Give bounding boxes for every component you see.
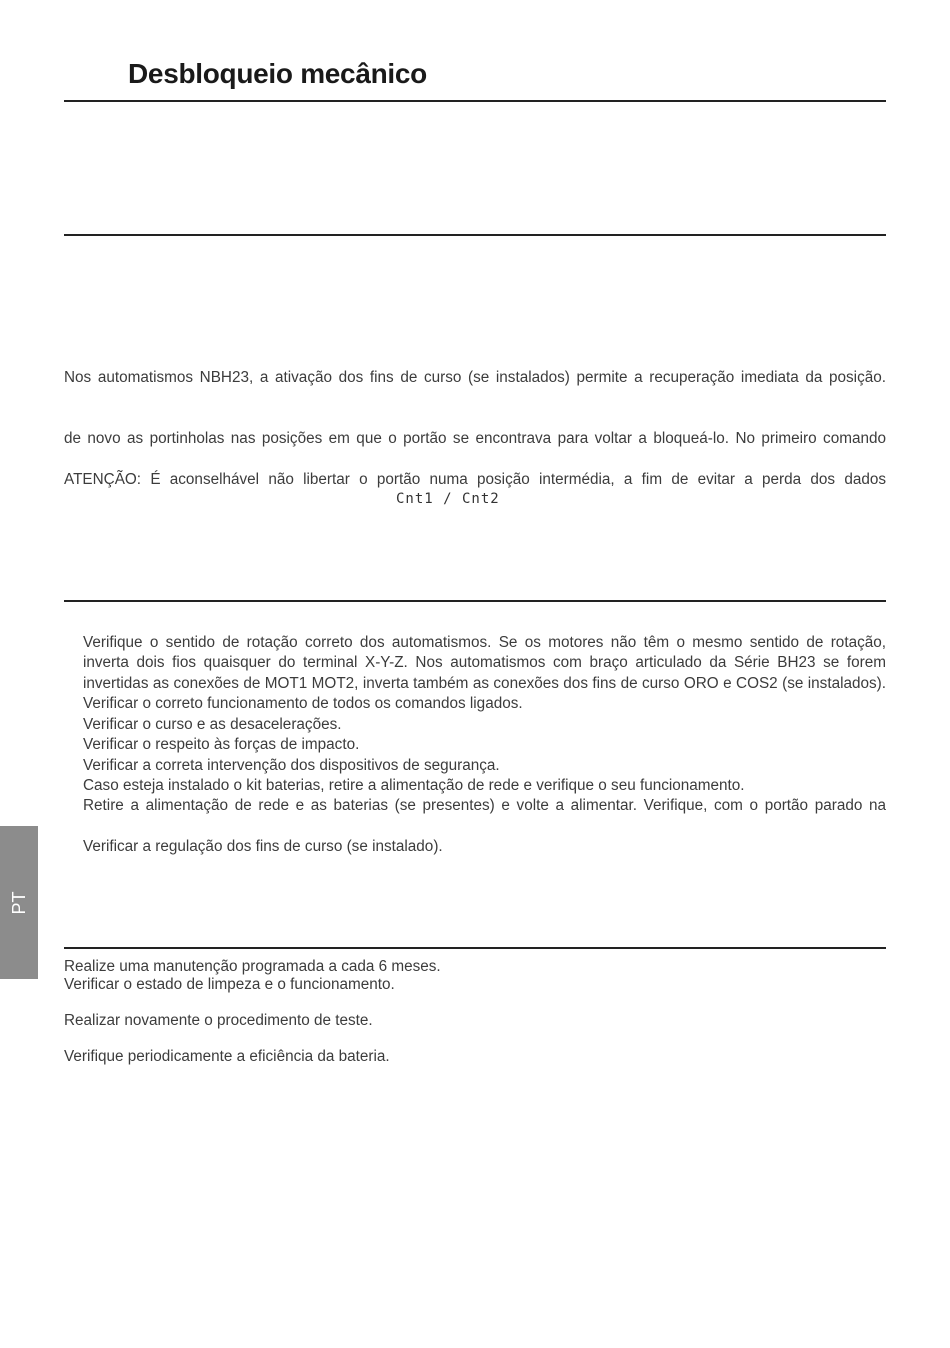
test-item: Verificar o respeito às forças de impacto. — [83, 736, 360, 753]
paragraph-limit-switch: Nos automatismos NBH23, a ativação dos fins de curso (se instalados) permite a recuperação imediata da posição. — [64, 369, 886, 386]
test-item: Verificar o correto funcionamento de todos os comandos ligados. — [83, 695, 523, 712]
test-item: inverta dois fios quaisquer do terminal X-Y-Z. Nos automatismos com braço articulado da Série BH23 se forem — [83, 654, 886, 671]
test-item: Verificar a correta intervenção dos dispositivos de segurança. — [83, 757, 500, 774]
title-divider — [64, 100, 886, 102]
test-item: Verifique o sentido de rotação correto dos automatismos. Se os motores não têm o mesmo sentido de rotação, — [83, 634, 886, 651]
test-item: Verificar a regulação dos fins de curso (se instalado). — [83, 838, 443, 855]
language-tab-label: PT — [8, 891, 29, 915]
section-divider-1 — [64, 234, 886, 236]
test-item: Verificar o curso e as desacelerações. — [83, 716, 342, 733]
section-divider-3 — [64, 947, 886, 949]
segment-display-text: Cnt1 / Cnt2 — [396, 491, 500, 507]
maintenance-item: Realizar novamente o procedimento de teste. — [64, 1012, 373, 1029]
test-item: Retire a alimentação de rede e as baterias (se presentes) e volte a alimentar. Verifique, com o portão parado na — [83, 797, 886, 814]
paragraph-warning: ATENÇÃO: É aconselhável não libertar o portão numa posição intermédia, a fim de evitar a perda dos dados — [64, 471, 886, 488]
section-divider-2 — [64, 600, 886, 602]
maintenance-item: Realize uma manutenção programada a cada 6 meses. — [64, 958, 441, 975]
maintenance-item: Verificar o estado de limpeza e o funcionamento. — [64, 976, 395, 993]
paragraph-reposition: de novo as portinholas nas posições em que o portão se encontrava para voltar a bloqueá-lo. No primeiro comando — [64, 430, 886, 447]
test-item: Caso esteja instalado o kit baterias, retire a alimentação de rede e verifique o seu funcionamento. — [83, 777, 745, 794]
maintenance-item: Verifique periodicamente a eficiência da bateria. — [64, 1048, 390, 1065]
test-item: invertidas as conexões de MOT1 MOT2, inverta também as conexões dos fins de curso ORO e COS2 (se instalados). — [83, 675, 886, 692]
page-title: Desbloqueio mecânico — [128, 58, 427, 89]
